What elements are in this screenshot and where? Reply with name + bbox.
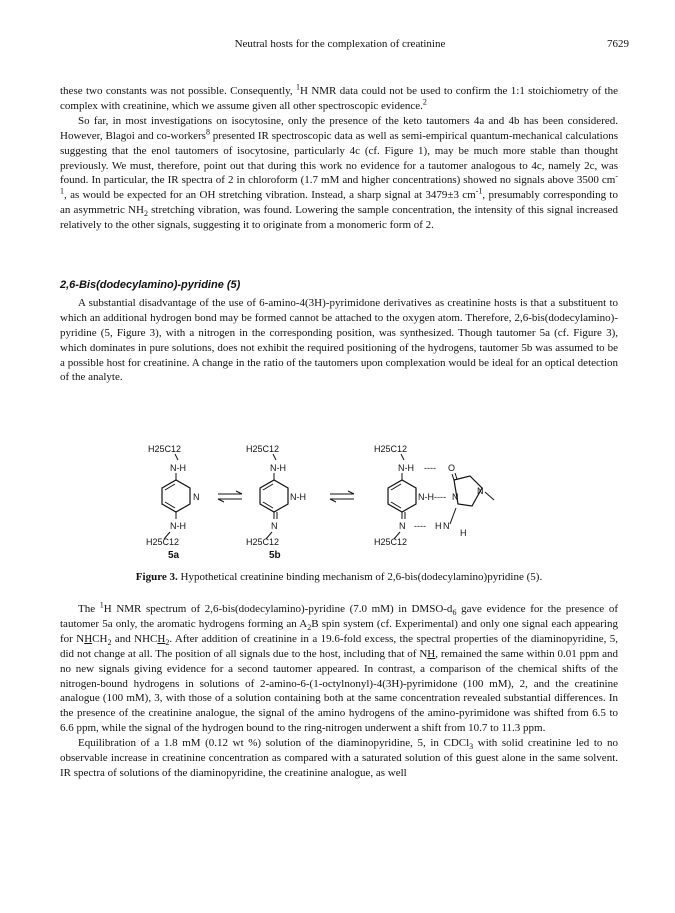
nh-label: N-H	[418, 492, 434, 502]
chain-label: H25C12	[246, 537, 280, 547]
paragraph	[60, 602, 618, 736]
ring-n-label: N	[399, 521, 406, 531]
text-run: stretching vibration, was found. Lowering the sample concentration, the intensity of this signal increased relatively to the other signals, suggesting it to originate from a monomeric form of 2.	[60, 204, 618, 232]
pyridine-ring	[162, 480, 190, 512]
h-label: H	[435, 521, 442, 531]
compound-label-5a: 5a	[168, 550, 180, 558]
text-run: , presumably corresponding to an asymmetric NH	[60, 189, 618, 217]
pyridine-ring	[260, 480, 288, 512]
text-run: . After addition of creatinine in a 19.6-fold excess, the spectral properties of the diaminopyridine, 5, did not change at all. The position of all signals due to the host, including that of N	[60, 632, 618, 660]
nh-label: N-H	[290, 492, 306, 502]
text-run: H NMR spectrum of 2,6-bis(dodecylamino)-pyridine (7.0 mM) in DMSO-d	[103, 603, 453, 615]
equilibrium-arrow-icon	[218, 491, 242, 502]
text-block-bottom	[60, 602, 618, 781]
subscript: 6	[452, 608, 457, 618]
subscript: 2	[143, 209, 148, 219]
nh-label: N-H	[170, 463, 186, 473]
ring-n-label: N	[193, 492, 200, 502]
text-run: gave evidence for the presence of tautomer 5a only, the aromatic hydrogens forming an A	[60, 603, 618, 630]
subscript: 2	[165, 638, 170, 647]
structure-5b	[246, 444, 306, 558]
nh-label: N-H	[170, 521, 186, 531]
text-run: B spin system (cf. Experimental) and only one signal each appearing for N	[60, 617, 618, 645]
hydrogen-bond-dashes: ----	[434, 492, 446, 502]
section-heading: 2,6-Bis(dodecylamino)-pyridine (5)	[60, 279, 241, 291]
page-number: 7629	[607, 38, 629, 50]
text-run: , remained the same within 0.01 ppm and no new signals giving evidence for a second tautomer appeared. In contrast, a comparison of the chemical shifts of the nitrogen-bound hydrogens in solutions of 2-amino-6-(1-octylnonyl)-4(3H)-pyrimidone (100 mM), 2, and the creatinine analogue (100 mM), 3, with those of a solution containing both at the same concentration revealed substantial differences. In the presence of the creatinine analogue, the signal of the amino hydrogens of the amino-pyrimidone was shifted from 6.5 to 6.6 ppm, while the signal of the hydrogen bound to the ring-nitrogen underwent a shift from 10.7 to 11.3 ppm.	[60, 647, 619, 735]
caption-label: Figure 3.	[135, 571, 178, 583]
superscript: 1	[296, 82, 301, 92]
ring-n-label: N	[271, 521, 278, 531]
superscript: -1	[475, 186, 483, 196]
paragraph	[60, 736, 618, 781]
superscript: 1	[99, 600, 104, 610]
h-label: H	[460, 528, 467, 538]
text-run: , as would be expected for an OH stretching vibration. Instead, a sharp signal at 3479±3 cm	[64, 189, 476, 202]
ring-n-label: N	[452, 492, 459, 502]
compound-label-5b: 5b	[269, 550, 281, 558]
caption-text: Hypothetical creatinine binding mechanism of 2,6-bis(dodecylamino)pyridine (5).	[177, 571, 543, 583]
text-run: and NHC	[111, 632, 158, 645]
superscript: -1	[60, 171, 618, 196]
creatinine-complex	[374, 444, 494, 547]
reference-mark: 2	[422, 97, 427, 107]
chain-label: H25C12	[246, 444, 280, 454]
figure-caption	[60, 571, 618, 583]
text-block-top	[60, 84, 618, 233]
text-run: with solid creatinine led to no observable increase in creatinine concentration as compared with a saturated solution of this guest alone in the same solvent. IR spectra of solutions of the diaminopyridine, the creatinine analogue, as well	[60, 737, 618, 779]
underlined-text: H	[84, 632, 93, 645]
running-title: Neutral hosts for the complexation of creatinine	[234, 38, 446, 50]
text-run: these two constants was not possible. Consequently,	[60, 85, 297, 97]
chain-label: H25C12	[374, 537, 408, 547]
underlined-text: H	[427, 647, 436, 660]
structure-5a	[146, 444, 200, 558]
hydrogen-bond-dashes: ----	[414, 521, 426, 531]
subscript: 2	[107, 638, 112, 647]
text-run: The	[78, 603, 100, 615]
equilibrium-arrow-icon	[330, 491, 354, 502]
subscript: 2	[307, 623, 312, 633]
reference-mark: 8	[205, 127, 210, 137]
subscript: 3	[469, 742, 474, 752]
paragraph	[60, 114, 618, 233]
text-run: Equilibration of a 1.8 mM (0.12 wt %) solution of the diaminopyridine, 5, in CDCl	[78, 737, 470, 750]
chain-label: H25C12	[148, 444, 182, 454]
paragraph: A substantial disadvantage of the use of 6-amino-4(3H)-pyrimidone derivatives as creatinine hosts is that a substituent to which an additional hydrogen bond may be formed cannot be attached to the oxygen atom. Therefore, 2,6-bis(dodecylamino)-pyridine (5, Figure 3), with a nitrogen in the corresponding position, was synthesized. Though tautomer 5a (cf. Figure 3), which dominates in pure solutions, does not exhibit the required positioning of the hydrogens, tautomer 5b was assumed to be a possible host for creatinine. A change in the ratio of the tautomers upon complexation would be ideal for an optical detection of the analyte.	[60, 296, 618, 384]
hydrogen-bond-dashes: ----	[424, 463, 436, 473]
text-run: So far, in most investigations on isocytosine, only the presence of the keto tautomers 4a and 4b has been considered. However, Blagoi and co-workers	[60, 114, 618, 142]
paragraph	[60, 84, 618, 114]
nh-label: N-H	[398, 463, 414, 473]
nh-label: N-H	[270, 463, 286, 473]
text-run: CH	[92, 632, 108, 645]
pyridine-ring	[388, 480, 416, 512]
text-run: presented IR spectroscopic data as well as semi-empirical quantum-mechanical calculations suggesting that the enol tautomers of isocytosine, particularly 4c (cf. Figure 1), may be much more stable than thought previously. We must, therefore, point out that during this work no evidence for a tautomer analogous to 4c, namely 2c, was found. In particular, the IR spectra of 2 in chloroform (1.7 mM and higher concentrations) showed no signals above 3500 cm	[60, 129, 618, 187]
underlined-text: H	[157, 632, 166, 645]
chain-label: H25C12	[374, 444, 408, 454]
text-block-section	[60, 278, 618, 385]
figure-3	[130, 440, 550, 558]
text-run: H NMR data could not be used to confirm the 1:1 stoichiometry of the complex with creatinine, which we assume given all other spectroscopic evidence.	[60, 85, 618, 112]
oxygen-label: O	[448, 463, 456, 473]
reaction-scheme	[130, 440, 550, 558]
ring-n-label: N	[477, 486, 484, 496]
chain-label: H25C12	[146, 537, 180, 547]
n-label: N	[443, 521, 450, 531]
